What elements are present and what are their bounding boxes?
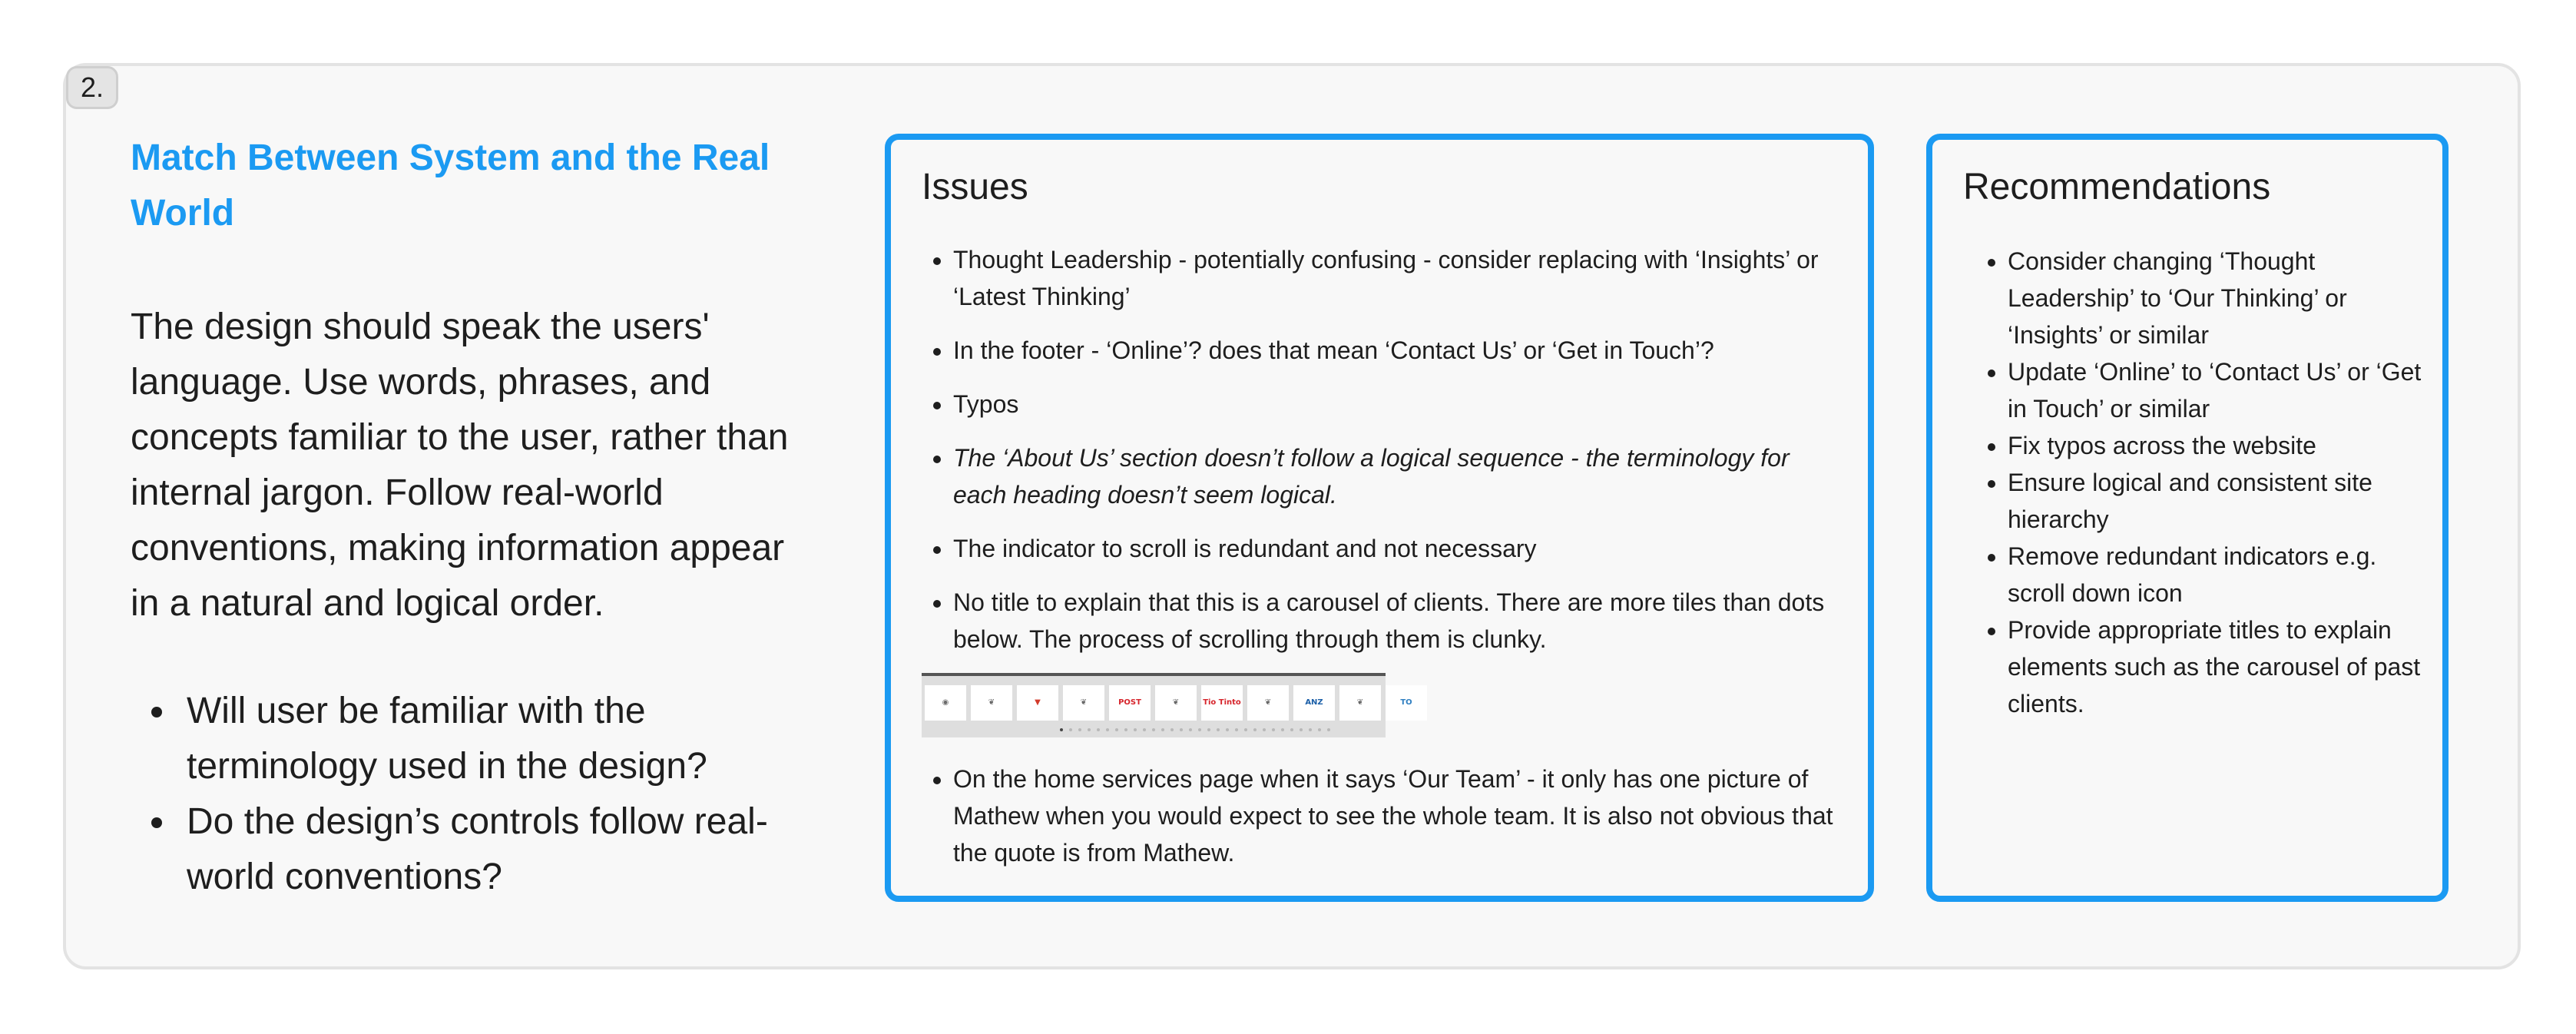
- recommendation-item: Update ‘Online’ to ‘Contact Us’ or ‘Get in Touch’ or similar: [2008, 353, 2432, 427]
- question-item: Do the design’s controls follow real-world conventions?: [187, 794, 791, 905]
- carousel-dot: [1106, 728, 1109, 731]
- carousel-dot: [1152, 728, 1155, 731]
- carousel-dot: [1189, 728, 1192, 731]
- client-logo-tile: POST: [1109, 685, 1151, 721]
- principle-description: The design should speak the users' language. Use words, phrases, and concepts familiar to the user, rather than internal jargon. Follow real-world conventions, making information appear in a natural and logical order.: [131, 307, 789, 624]
- recommendations-panel: [1926, 134, 2449, 902]
- client-logo-tile: ◉: [925, 685, 966, 721]
- recommendations-list: [1963, 243, 2432, 722]
- carousel-dot: [1217, 728, 1220, 731]
- issues-panel: [885, 134, 1874, 902]
- carousel-dot: [1170, 728, 1174, 731]
- issue-item: In the footer - ‘Online’? does that mean ‘Contact Us’ or ‘Get in Touch’?: [953, 332, 1843, 369]
- client-logo-tile: Tio Tinto: [1201, 685, 1243, 721]
- issue-item: No title to explain that this is a carousel of clients. There are more tiles than dots below. The process of scrolling through them is clunky.: [953, 584, 1843, 658]
- step-number-badge: 2.: [66, 66, 118, 109]
- client-logo-tile: ▼: [1017, 685, 1058, 721]
- principle-title: Match Between System and the Real World: [131, 138, 770, 234]
- carousel-dot: [1078, 728, 1081, 731]
- carousel-dot: [1134, 728, 1137, 731]
- question-item: Will user be familiar with the terminology used in the design?: [187, 684, 791, 794]
- recommendation-item: Remove redundant indicators e.g. scroll down icon: [2008, 538, 2432, 611]
- carousel-dot: [1161, 728, 1164, 731]
- client-logo-tile: ❦: [1339, 685, 1381, 721]
- issue-item: The indicator to scroll is redundant and not necessary: [953, 530, 1843, 567]
- carousel-dot: [1272, 728, 1275, 731]
- carousel-dot: [1198, 728, 1201, 731]
- issue-item: Typos: [953, 386, 1843, 423]
- carousel-dot: [1124, 728, 1127, 731]
- client-logo-tile: TO: [1386, 685, 1427, 721]
- recommendation-item: Provide appropriate titles to explain elements such as the carousel of past clients.: [2008, 611, 2432, 722]
- carousel-dot: [1290, 728, 1293, 731]
- carousel-dot: [1235, 728, 1238, 731]
- carousel-dot: [1226, 728, 1229, 731]
- issues-title: Issues: [922, 167, 1028, 207]
- carousel-dot: [1327, 728, 1330, 731]
- carousel-dot: [1143, 728, 1146, 731]
- carousel-dot: [1253, 728, 1257, 731]
- carousel-dot: [1207, 728, 1210, 731]
- issue-item: The ‘About Us’ section doesn’t follow a logical sequence - the terminology for each heading doesn’t seem logical.: [953, 439, 1843, 513]
- recommendation-item: Ensure logical and consistent site hierarchy: [2008, 464, 2432, 538]
- carousel-dot: [1088, 728, 1091, 731]
- carousel-dot: [1115, 728, 1118, 731]
- client-logo-tile: ANZ: [1293, 685, 1335, 721]
- carousel-dot: [1180, 728, 1183, 731]
- issue-item: On the home services page when it says ‘Our Team’ - it only has one picture of Mathew when you would expect to see the whole team. It is also not obvious that the quote is from Mathew.: [953, 761, 1843, 871]
- client-logo-tile: ❦: [1155, 685, 1197, 721]
- carousel-dot: [1309, 728, 1312, 731]
- recommendation-item: Fix typos across the website: [2008, 427, 2432, 464]
- recommendations-title: Recommendations: [1963, 167, 2271, 207]
- principle-questions-list: [131, 684, 791, 905]
- carousel-holder: [942, 673, 1843, 737]
- client-logo-tile: ❦: [1063, 685, 1104, 721]
- issues-list: [922, 241, 1843, 888]
- carousel-dot: [1069, 728, 1072, 731]
- issue-item: Thought Leadership - potentially confusing - consider replacing with ‘Insights’ or ‘Latest Thinking’: [953, 241, 1843, 315]
- recommendation-item: Consider changing ‘Thought Leadership’ to ‘Our Thinking’ or ‘Insights’ or similar: [2008, 243, 2432, 353]
- carousel-dots: [1060, 728, 1352, 733]
- carousel-dot: [1318, 728, 1321, 731]
- client-carousel-screenshot: [922, 673, 1412, 737]
- carousel-dot: [1263, 728, 1266, 731]
- client-logo-tile: ❦: [1247, 685, 1289, 721]
- carousel-dot: [1281, 728, 1284, 731]
- carousel-dot: [1060, 728, 1063, 731]
- carousel-dot: [1300, 728, 1303, 731]
- carousel-dot: [1097, 728, 1100, 731]
- carousel-track: [925, 685, 1432, 721]
- client-logo-tile: ❦: [971, 685, 1012, 721]
- carousel-dot: [1244, 728, 1247, 731]
